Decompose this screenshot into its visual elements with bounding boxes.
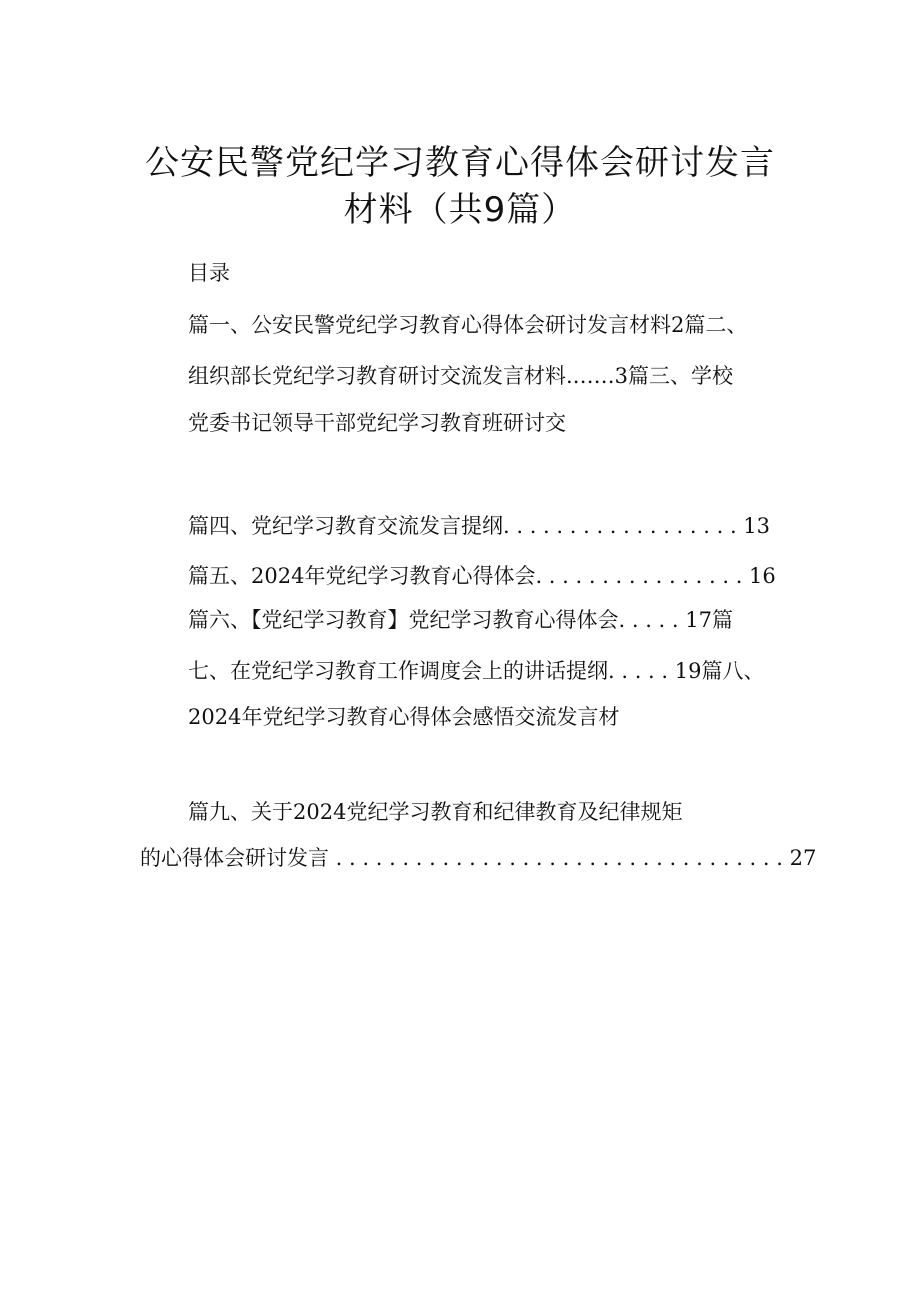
toc-line: 党委书记领导干部党纪学习教育班研讨交 <box>188 411 566 435</box>
toc-line: 篇九、关于2024党纪学习教育和纪律教育及纪律规矩 <box>188 800 683 824</box>
toc-line: 篇四、党纪学习教育交流发言提纲. . . . . . . . . . . . . . . . . . 13 <box>188 514 771 538</box>
toc-heading: 目录 <box>188 261 230 285</box>
document-title-line-2: 材料（共9篇） <box>343 190 577 230</box>
toc-line: 篇一、公安民警党纪学习教育心得体会研讨发言材料2篇二、 <box>188 313 748 337</box>
toc-line: 2024年党纪学习教育心得体会感悟交流发言材 <box>188 705 620 729</box>
toc-line: 七、在党纪学习教育工作调度会上的讲话提纲. . . . . 19篇八、 <box>188 659 765 683</box>
toc-line: 篇六、【党纪学习教育】党纪学习教育心得体会. . . . . 17篇 <box>188 608 733 632</box>
toc-line: 的心得体会研讨发言 . . . . . . . . . . . . . . . . . . . . . . . . . . . . . . . . . . 27 <box>140 846 817 870</box>
toc-line: 组织部长党纪学习教育研讨交流发言材料.……3篇三、学校 <box>188 364 734 388</box>
document-title-line-1: 公安民警党纪学习教育心得体会研讨发言 <box>145 143 775 183</box>
toc-line: 篇五、2024年党纪学习教育心得体会. . . . . . . . . . . . . . . . 16 <box>188 564 776 588</box>
